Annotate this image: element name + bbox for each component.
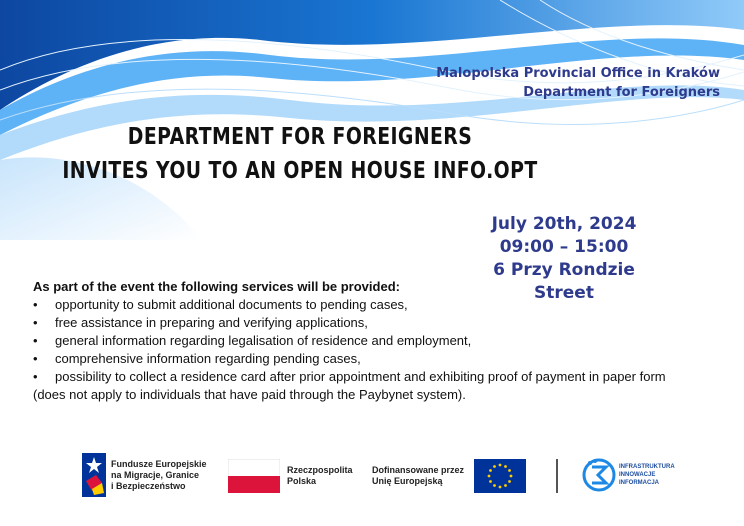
event-date: July 20th, 2024	[491, 214, 637, 234]
page-title	[54, 120, 546, 188]
eu-line-1: Dofinansowane przez	[372, 465, 465, 475]
iii-line-1: INFRASTRUKTURA	[619, 464, 675, 470]
bullet-icon: •	[33, 333, 38, 348]
title-line-2: INVITES YOU TO AN OPEN HOUSE INFO.OPT	[62, 158, 538, 184]
fe-logo-icon	[82, 453, 106, 497]
eu-logo-text	[372, 465, 464, 487]
list-item	[33, 368, 723, 386]
list-item	[33, 332, 723, 350]
fe-line-3: i Bezpieczeństwo	[111, 481, 186, 491]
office-name: Malopolska Provincial Office in Kraków	[436, 66, 720, 81]
fe-logo-text	[111, 459, 207, 492]
services-section	[33, 278, 723, 404]
list-item-text: comprehensive information regarding pending cases,	[55, 351, 361, 366]
services-list	[33, 296, 723, 386]
bullet-icon: •	[33, 315, 38, 330]
polish-flag-icon	[228, 459, 280, 493]
services-note: (does not apply to individuals that have paid through the Paybynet system).	[33, 387, 466, 402]
list-item-text: opportunity to submit additional documents to pending cases,	[55, 297, 408, 312]
iii-logo-text	[619, 463, 675, 487]
list-item-text: possibility to collect a residence card after prior appointment and exhibiting proof of payment in paper form	[55, 369, 666, 384]
list-item	[33, 314, 723, 332]
event-time: 09:00 – 15:00	[499, 237, 629, 257]
eu-flag-icon	[474, 459, 526, 493]
logo-divider	[556, 459, 558, 493]
funding-logos	[0, 445, 744, 505]
department-name: Department for Foreigners	[523, 85, 720, 100]
title-line-1: DEPARTMENT FOR FOREIGNERS	[127, 124, 473, 150]
eu-line-2: Unię Europejską	[372, 476, 443, 486]
list-item-text: general information regarding legalisation of residence and employment,	[55, 333, 472, 348]
list-item	[33, 350, 723, 368]
bullet-icon: •	[33, 369, 38, 384]
office-header	[436, 64, 720, 102]
bullet-icon: •	[33, 297, 38, 312]
iii-line-2: INNOWACJE	[619, 472, 656, 478]
fe-line-1: Fundusze Europejskie	[111, 459, 207, 469]
list-item	[33, 296, 723, 314]
iii-logo-icon	[582, 457, 616, 493]
event-address: 6 Przy Rondzie Street	[493, 260, 635, 303]
services-intro: As part of the event the following services will be provided:	[33, 279, 400, 294]
fe-line-2: na Migracje, Granice	[111, 470, 200, 480]
rp-line-1: Rzeczpospolita	[287, 465, 353, 475]
rp-line-2: Polska	[287, 476, 317, 486]
iii-line-3: INFORMACJA	[619, 480, 659, 486]
rp-logo-text	[287, 465, 353, 487]
list-item-text: free assistance in preparing and verifying applications,	[55, 315, 368, 330]
bullet-icon: •	[33, 351, 38, 366]
